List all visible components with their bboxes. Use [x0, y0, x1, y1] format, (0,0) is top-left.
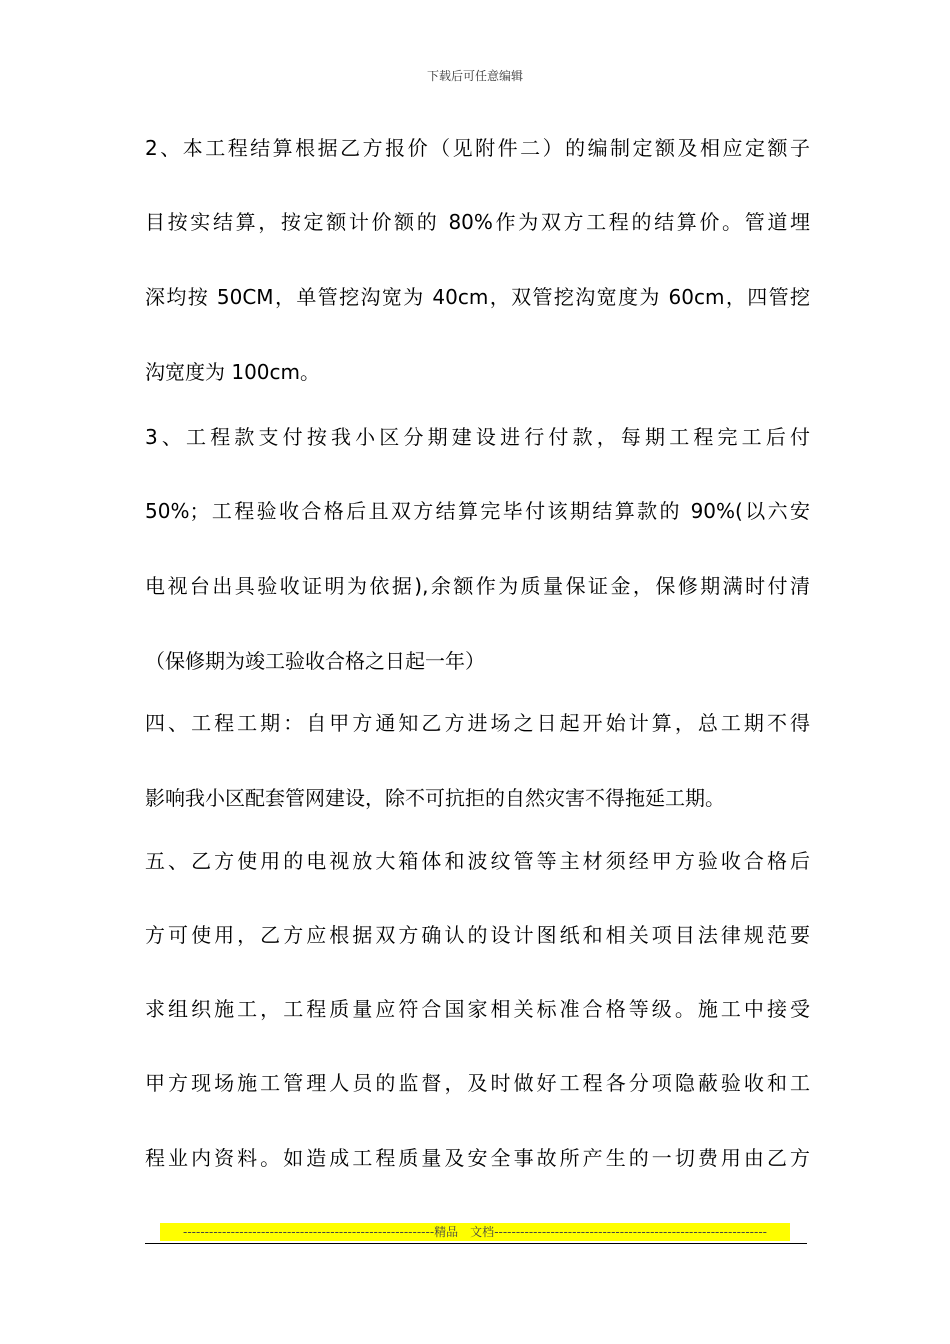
footer-label: 精品 文档: [434, 1225, 495, 1239]
body-text-line: 沟宽度为 100cm。: [145, 360, 321, 384]
body-text-line: 3、工程款支付按我小区分期建设进行付款，每期工程完工后付: [145, 425, 810, 449]
body-text-line: 目按实结算，按定额计价额的 80%作为双方工程的结算价。管道埋: [145, 210, 810, 234]
body-text-line: 求组织施工，工程质量应符合国家相关标准合格等级。施工中接受: [145, 997, 810, 1021]
footer-watermark-band: [160, 1223, 790, 1241]
body-text-line: 方可使用，乙方应根据双方确认的设计图纸和相关项目法律规范要: [145, 923, 810, 947]
body-text-line: （保修期为竣工验收合格之日起一年）: [145, 649, 485, 673]
footer-dashes-left: ----------------------------------------------------------: [183, 1225, 435, 1239]
footer-dashes-right: ---------------------------------------------------------------: [494, 1225, 767, 1239]
body-text-line: 电视台出具验收证明为依据),余额作为质量保证金，保修期满时付清: [145, 574, 810, 598]
page-header-note: 下载后可任意编辑: [426, 69, 523, 83]
body-text-line: 五、乙方使用的电视放大箱体和波纹管等主材须经甲方验收合格后: [145, 849, 810, 873]
body-text-line: 四、工程工期：自甲方通知乙方进场之日起开始计算，总工期不得: [145, 711, 810, 735]
body-text-line: 50%；工程验收合格后且双方结算完毕付该期结算款的 90%(以六安: [145, 499, 810, 523]
body-text-line: 程业内资料。如造成工程质量及安全事故所产生的一切费用由乙方: [145, 1146, 810, 1170]
body-text-line: 2、本工程结算根据乙方报价（见附件二）的编制定额及相应定额子: [145, 136, 810, 160]
body-text-line: 甲方现场施工管理人员的监督，及时做好工程各分项隐蔽验收和工: [145, 1071, 810, 1095]
footer-divider: [145, 1243, 807, 1244]
body-text-line: 深均按 50CM，单管挖沟宽为 40cm，双管挖沟宽度为 60cm，四管挖: [145, 285, 810, 309]
body-text-line: 影响我小区配套管网建设，除不可抗拒的自然灾害不得拖延工期。: [145, 786, 725, 810]
